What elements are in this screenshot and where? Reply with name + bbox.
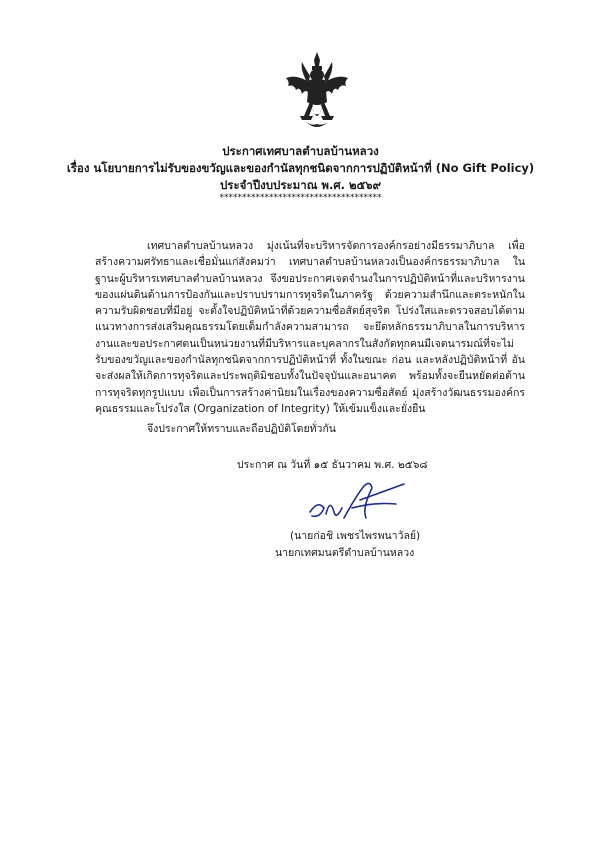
announcement-date: ประกาศ ณ วันที่ ๑๕ ธันวาคม พ.ศ. ๒๕๖๘ — [237, 459, 428, 471]
announcement-heading: ประกาศเทศบาลตำบลบ้านหลวง — [222, 144, 379, 158]
announcement-subject: เรื่อง นโยบายการไม่รับของขวัญและของกำนัลทุกชนิดจากการปฏิบัติหน้าที่ (No Gift Policy) — [66, 161, 535, 175]
fiscal-year-line: ประจำปีงบประมาณ พ.ศ. ๒๕๖๙ — [219, 178, 382, 192]
body-paragraph: เทศบาลตำบลบ้านหลวง มุ่งเน้นที่จะบริหารจัดการองค์กรอย่างมีธรรมาภิบาล เพื่อสร้างความศรัทธาและเชื่อมั่นแก่สังคมว่า เทศบาลตำบลบ้านหลวงเป็นองค์กรธรรมาภิบาล ในฐานะผู้บริหารเทศบาลตำบลบ้านหลวง จึงขอประกาศเจตจำนงในการปฏิบัติหน้าที่และบริหารงานของแผ่นดินด้านการป้องกันและปราบปรามการทุจริตในภาครัฐ ด้วยความสำนึกและตระหนักในความรับผิดชอบที่มีอยู่ จะตั้งใจปฏิบัติหน้าที่ด้วยความซื่อสัตย์สุจริต โปร่งใสและตรวจสอบได้ตามแนวทางการส่งเสริมคุณธรรมโดยเต็มกำลังความสามารถ จะยึดหลักธรรมาภิบาลในการบริหารงานและขอประกาศตนเป็นหน่วยงานที่มีบริหารและบุคลากรในสังกัดทุกคนมีเจตนารมณ์ที่จะไม่รับของขวัญและของกำนัลทุกชนิดจากการปฏิบัติหน้าที่ ทั้งในขณะ ก่อน และหลังปฏิบัติหน้าที่ อันจะส่งผลให้เกิดการทุจริตและประพฤติมิชอบทั้งในปัจจุบันและอนาคต พร้อมทั้งจะยืนหยัดต่อต้านการทุจริตทุกรูปแบบ เพื่อเป็นการสร้างค่านิยมในเรื่องของความซื่อสัตย์ มุ่งสร้างวัฒนธรรมองค์กรคุณธรรมและโปร่งใส (Organization of Integrity) ให้เข้มแข็งและยั่งยืน — [95, 240, 525, 415]
handwritten-signature — [300, 478, 418, 528]
star-separator: ************************************ — [219, 193, 382, 203]
signatory-name: (นายก่อชิ เพชรไพรพนาวัลย์) — [290, 530, 421, 542]
garuda-emblem-icon — [282, 50, 352, 132]
signatory-position: นายกเทศมนตรีตำบลบ้านหลวง — [275, 547, 415, 559]
closing-statement: จึงประกาศให้ทราบและถือปฏิบัติโดยทั่วกัน — [147, 423, 336, 435]
